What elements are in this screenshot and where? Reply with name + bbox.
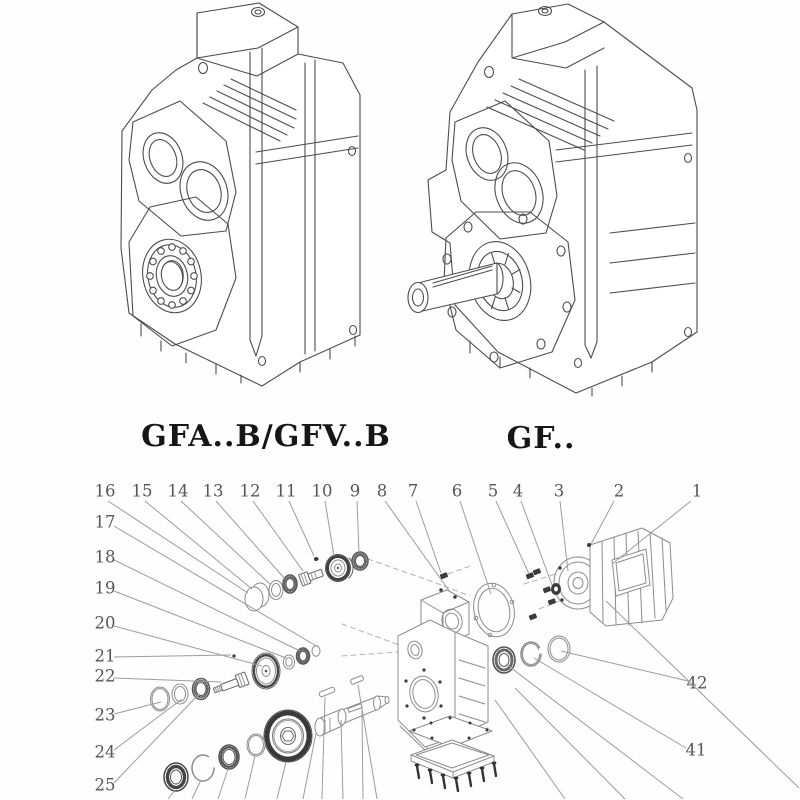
gearbox-iso-right-drawing [408, 4, 697, 396]
output-gear [264, 710, 312, 762]
part-number: 17 [94, 512, 116, 532]
part-number: 5 [487, 481, 499, 501]
part-number: 3 [553, 481, 565, 501]
leader-line [385, 501, 450, 592]
exploded-view-drawing [151, 528, 674, 791]
ball-bearing [164, 763, 188, 791]
intermediate-gear [252, 653, 280, 689]
leader-line [561, 651, 688, 681]
part-number: 23 [94, 705, 116, 725]
part-number: 14 [167, 481, 189, 501]
part-number: 6 [451, 481, 463, 501]
leader-line [289, 501, 314, 556]
leader-line-cut [495, 700, 565, 799]
set-screw [232, 654, 235, 657]
figure-label-right: GF.. [506, 421, 576, 456]
leader-line-cut [362, 710, 363, 799]
shaft-keys [319, 675, 364, 697]
part-number: 21 [94, 646, 116, 666]
part-number: 2 [613, 481, 625, 501]
part-number: 18 [94, 547, 116, 567]
leader-line-cut [192, 780, 201, 799]
motor-flange-gasket [469, 579, 519, 640]
leader-line [325, 501, 334, 556]
part-number: 10 [311, 481, 333, 501]
part-number: 41 [685, 740, 707, 760]
leader-line-cut [218, 769, 228, 799]
part-number: 22 [94, 666, 116, 686]
leader-line [114, 699, 182, 750]
part-number: 25 [94, 775, 116, 795]
leader-line [253, 501, 303, 571]
part-number: 8 [376, 481, 388, 501]
part-number: 7 [407, 481, 419, 501]
part-number: 11 [275, 481, 297, 501]
part-number: 13 [202, 481, 224, 501]
leader-line-cut [245, 756, 255, 799]
part-number: 19 [94, 578, 116, 598]
leader-line-cut [606, 601, 799, 788]
part-number: 24 [94, 742, 116, 762]
part-number: 4 [512, 481, 524, 501]
gearbox-iso-left-drawing [121, 3, 360, 386]
intermediate-pinion-shaft [212, 672, 249, 696]
leader-line [460, 501, 491, 594]
leader-line [108, 501, 248, 593]
leader-line [181, 501, 271, 585]
part-number: 15 [131, 481, 153, 501]
input-shaft-parts [245, 552, 368, 611]
part-number: 9 [349, 481, 361, 501]
leader-line [357, 501, 359, 552]
leader-line [560, 501, 568, 571]
part-number: 16 [94, 481, 116, 501]
part-number: 12 [239, 481, 261, 501]
snap-ring [192, 755, 214, 781]
motor-drawing [554, 528, 673, 626]
part-number: 1 [691, 481, 703, 501]
output-shaft-piece [315, 696, 389, 736]
leader-dot [441, 574, 445, 578]
leader-line-cut [322, 697, 325, 799]
leader-line-cut [341, 720, 343, 799]
leader-line [114, 626, 262, 666]
leader-dot [314, 557, 318, 561]
part-number: 20 [94, 613, 116, 633]
leader-line [114, 655, 231, 657]
leader-line [496, 501, 529, 574]
bearing-ring-parts [493, 636, 570, 673]
part-number: 42 [686, 673, 708, 693]
leader-line-cut [506, 664, 683, 799]
leader-line [114, 560, 300, 651]
oil-pan-parts [409, 716, 496, 791]
leader-dot [587, 543, 591, 547]
input-gear [326, 555, 354, 582]
leader-line-cut [168, 790, 175, 799]
leader-line-cut [515, 688, 625, 799]
figure-label-left: GFA..B/GFV..B [141, 419, 391, 454]
leader-line-cut [277, 762, 286, 799]
